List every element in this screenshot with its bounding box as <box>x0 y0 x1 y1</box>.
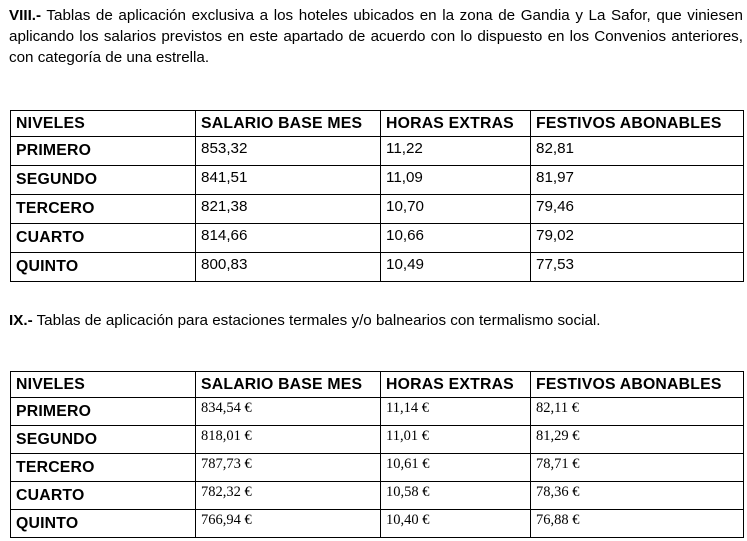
level-cell: PRIMERO <box>11 398 196 426</box>
salario-base-cell: 814,66 <box>196 224 381 253</box>
level-cell: QUINTO <box>11 510 196 538</box>
header-festivos-abonables: FESTIVOS ABONABLES <box>531 372 744 398</box>
salario-base-cell: 800,83 <box>196 253 381 282</box>
section-ix-text: Tablas de aplicación para estaciones termales y/o balnearios con termalismo social. <box>32 312 601 329</box>
salario-base-cell: 782,32 € <box>196 482 381 510</box>
horas-extras-cell: 10,40 € <box>381 510 531 538</box>
horas-extras-cell: 10,61 € <box>381 454 531 482</box>
header-horas-extras: HORAS EXTRAS <box>381 111 531 137</box>
section-viii-paragraph <box>9 5 743 68</box>
section-ix-number: IX.- <box>9 312 33 329</box>
level-cell: QUINTO <box>11 253 196 282</box>
table-row <box>11 454 744 482</box>
table-row <box>11 510 744 538</box>
horas-extras-cell: 10,66 <box>381 224 531 253</box>
festivos-cell: 78,71 € <box>531 454 744 482</box>
festivos-cell: 79,46 <box>531 195 744 224</box>
salario-base-cell: 821,38 <box>196 195 381 224</box>
level-cell: SEGUNDO <box>11 426 196 454</box>
table-row <box>11 195 744 224</box>
header-row <box>11 372 744 398</box>
horas-extras-cell: 11,01 € <box>381 426 531 454</box>
level-cell: PRIMERO <box>11 137 196 166</box>
festivos-cell: 81,29 € <box>531 426 744 454</box>
section-viii-text: Tablas de aplicación exclusiva a los hoteles ubicados en la zona de Gandia y La Safor, que viniesen aplicando los salarios previstos en este apartado de acuerdo con lo dispuesto en los Convenios anteriores, con categoría de una estrella. <box>9 7 743 66</box>
table-row <box>11 137 744 166</box>
level-cell: SEGUNDO <box>11 166 196 195</box>
table-row <box>11 224 744 253</box>
festivos-cell: 79,02 <box>531 224 744 253</box>
festivos-cell: 77,53 <box>531 253 744 282</box>
section-ix-table <box>10 371 744 538</box>
salario-base-cell: 787,73 € <box>196 454 381 482</box>
section-viii-table <box>10 110 744 282</box>
salario-base-cell: 841,51 <box>196 166 381 195</box>
table-row <box>11 482 744 510</box>
festivos-cell: 82,11 € <box>531 398 744 426</box>
header-niveles: NIVELES <box>11 111 196 137</box>
salario-base-cell: 853,32 <box>196 137 381 166</box>
horas-extras-cell: 11,09 <box>381 166 531 195</box>
header-horas-extras: HORAS EXTRAS <box>381 372 531 398</box>
header-niveles: NIVELES <box>11 372 196 398</box>
table-row <box>11 398 744 426</box>
header-salario-base-mes: SALARIO BASE MES <box>196 372 381 398</box>
salario-base-cell: 834,54 € <box>196 398 381 426</box>
festivos-cell: 78,36 € <box>531 482 744 510</box>
header-salario-base-mes: SALARIO BASE MES <box>196 111 381 137</box>
table-row <box>11 253 744 282</box>
table-row <box>11 166 744 195</box>
festivos-cell: 76,88 € <box>531 510 744 538</box>
level-cell: TERCERO <box>11 454 196 482</box>
horas-extras-cell: 10,70 <box>381 195 531 224</box>
salario-base-cell: 766,94 € <box>196 510 381 538</box>
horas-extras-cell: 11,14 € <box>381 398 531 426</box>
horas-extras-cell: 11,22 <box>381 137 531 166</box>
header-row <box>11 111 744 137</box>
festivos-cell: 81,97 <box>531 166 744 195</box>
section-ix-paragraph <box>9 310 743 331</box>
festivos-cell: 82,81 <box>531 137 744 166</box>
level-cell: CUARTO <box>11 224 196 253</box>
level-cell: TERCERO <box>11 195 196 224</box>
horas-extras-cell: 10,58 € <box>381 482 531 510</box>
horas-extras-cell: 10,49 <box>381 253 531 282</box>
section-viii-number: VIII.- <box>9 7 42 24</box>
table-row <box>11 426 744 454</box>
level-cell: CUARTO <box>11 482 196 510</box>
salario-base-cell: 818,01 € <box>196 426 381 454</box>
header-festivos-abonables: FESTIVOS ABONABLES <box>531 111 744 137</box>
